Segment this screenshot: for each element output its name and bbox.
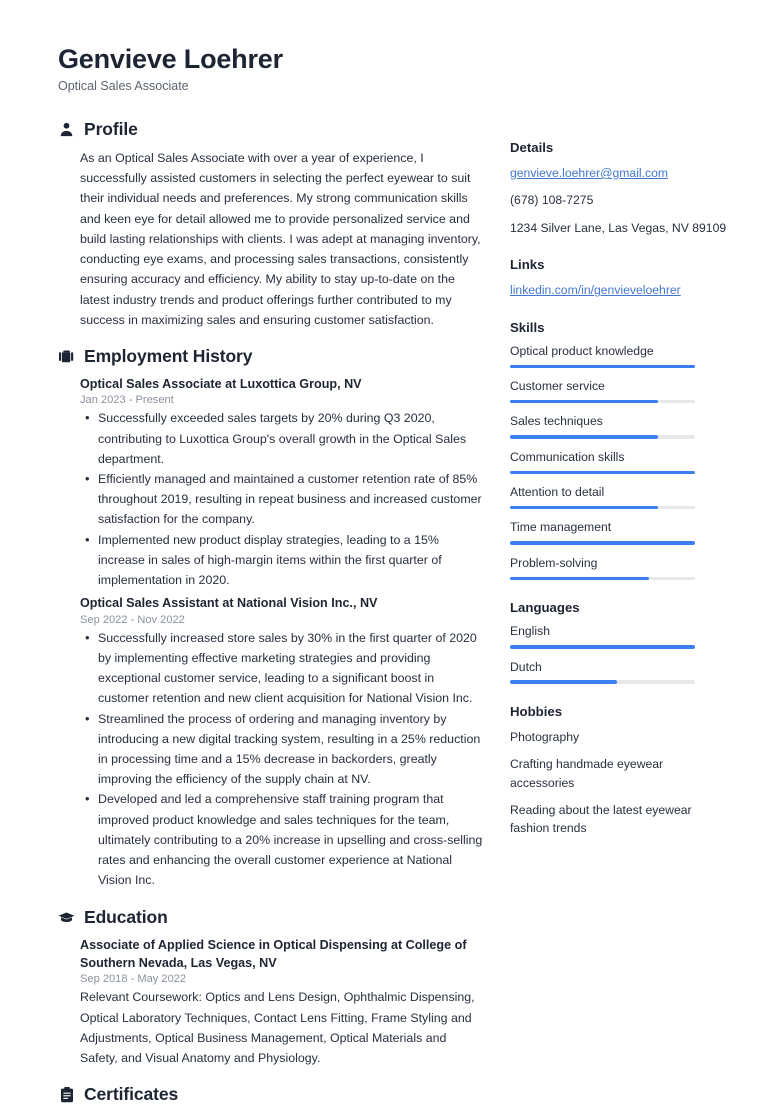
- sidebar-section-details: [510, 140, 728, 237]
- list-item: • Developed and led a comprehensive staff training program that improved product knowledge and sales techniques for the team, ultimately contributing to a 20% increase in upselling and cross-selling rates and enhancing the overall customer experience at National Vision Inc.: [80, 789, 484, 890]
- language-label: English: [510, 624, 550, 639]
- skill-item: [510, 556, 728, 580]
- language-label: Dutch: [510, 659, 542, 674]
- skill-label: Attention to detail: [510, 485, 605, 500]
- language-item: [510, 660, 728, 684]
- employment-entry-title: Optical Sales Associate at Luxottica Group, NV: [80, 377, 362, 392]
- sidebar-column: [502, 44, 728, 1086]
- section-certificates: [58, 1084, 484, 1105]
- language-meter: [510, 680, 695, 684]
- hobby-item: Crafting handmade eyewear accessories: [510, 757, 664, 790]
- skill-meter-fill: [510, 400, 658, 404]
- list-item: • Successfully exceeded sales targets by 20% during Q3 2020, contributing to Luxottica Group's overall growth in the Optical Sales department.: [80, 408, 484, 469]
- sidebar-title-hobbies: Hobbies: [510, 703, 563, 719]
- hobby-item: Reading about the latest eyewear fashion trends: [510, 802, 692, 836]
- language-meter-fill: [510, 680, 617, 684]
- skill-item: [510, 379, 728, 403]
- employment-entry-title: Optical Sales Assistant at National Vision Inc., NV: [80, 596, 378, 611]
- sidebar-section-skills: [510, 320, 728, 581]
- section-header-employment: [58, 346, 484, 367]
- skill-item: [510, 450, 728, 474]
- skill-label: Optical product knowledge: [510, 343, 654, 358]
- section-profile: [58, 119, 484, 330]
- employment-entry-bullets: [80, 408, 484, 590]
- main-column: [58, 44, 502, 1105]
- phone-text: (678) 108-7275: [510, 193, 594, 208]
- employment-entry-date: Sep 2022 - Nov 2022: [80, 613, 185, 626]
- skill-label: Customer service: [510, 379, 605, 394]
- language-item: [510, 624, 728, 648]
- skill-meter-fill: [510, 365, 695, 369]
- skill-item: [510, 520, 728, 544]
- section-title-employment: Employment History: [84, 346, 253, 367]
- skill-meter-fill: [510, 471, 695, 475]
- section-title-certificates: Certificates: [84, 1084, 179, 1105]
- skill-meter: [510, 506, 695, 510]
- skill-label: Time management: [510, 520, 612, 535]
- skill-meter-fill: [510, 435, 658, 439]
- list-item: • Successfully increased store sales by 30% in the first quarter of 2020 by implementing effective marketing strategies and providing exceptional customer service, leading to a significant boost in customer retention and new client acquisition for National Vision Inc.: [80, 628, 484, 709]
- linkedin-link[interactable]: linkedin.com/in/genvieveloehrer: [510, 283, 681, 298]
- skill-item: [510, 414, 728, 438]
- person-icon: [58, 121, 75, 138]
- education-entry-date: Sep 2018 - May 2022: [80, 973, 187, 986]
- employment-entry: [58, 594, 484, 890]
- section-title-education: Education: [84, 906, 168, 927]
- section-employment: [58, 346, 484, 891]
- section-header-education: [58, 907, 484, 928]
- clipboard-icon: [58, 1086, 75, 1103]
- sidebar-title-details: Details: [510, 140, 554, 155]
- skill-meter-fill: [510, 541, 695, 545]
- section-header-certificates: [58, 1084, 484, 1105]
- skill-item: [510, 344, 728, 368]
- skill-item: [510, 485, 728, 509]
- email-link[interactable]: genvieve.loehrer@gmail.com: [510, 166, 669, 180]
- language-meter: [510, 645, 695, 649]
- list-item: • Streamlined the process of ordering and managing inventory by introducing a new digital tracking system, resulting in a 25% reduction in processing time and a 15% decrease in backorders, greatly improving the efficiency of the supply chain at NV.: [80, 709, 484, 790]
- skill-meter: [510, 435, 695, 439]
- sidebar-title-links: Links: [510, 257, 545, 273]
- page-title: Genvieve Loehrer: [58, 44, 283, 74]
- list-item: • Implemented new product display strategies, leading to a 15% increase in sales of high-margin items within the first quarter of implementation in 2020.: [80, 530, 484, 591]
- skill-meter: [510, 400, 695, 404]
- address-text: 1234 Silver Lane, Las Vegas, NV 89109: [510, 220, 727, 235]
- sidebar-section-languages: [510, 600, 728, 684]
- skill-meter: [510, 471, 695, 475]
- employment-entry: [58, 375, 484, 590]
- section-title-profile: Profile: [84, 119, 138, 140]
- skill-label: Problem-solving: [510, 555, 598, 570]
- list-item: • Efficiently managed and maintained a customer retention rate of 85% throughout 2019, resulting in repeat business and increased customer satisfaction for the company.: [80, 469, 484, 530]
- section-header-profile: [58, 119, 484, 140]
- skill-label: Sales techniques: [510, 414, 603, 429]
- sidebar-section-links: [510, 257, 728, 299]
- briefcase-icon: [58, 348, 75, 365]
- skill-meter: [510, 577, 695, 581]
- graduation-cap-icon: [58, 909, 75, 926]
- profile-text: As an Optical Sales Associate with over a year of experience, I successfully assisted customers in selecting the perfect eyewear to suit their individual needs and preferences. My strong communication skills and keen eye for detail allowed me to provide personalized service and build lasting relationships with clients. I was adept at managing inventory, conducting eye exams, and processing sales transactions, consistently ensuring accuracy and efficiency. My ability to stay up-to-date on the latest industry trends and product offerings further contributed to my success in maximizing sales and ensuring customer satisfaction.: [80, 151, 481, 327]
- language-meter-fill: [510, 645, 695, 649]
- education-entry: [58, 936, 484, 1069]
- sidebar-section-hobbies: [510, 704, 728, 837]
- education-entry-title: Associate of Applied Science in Optical Dispensing at College of Southern Nevada, Las Vegas, NV: [80, 937, 467, 970]
- section-education: [58, 907, 484, 1069]
- skill-meter: [510, 365, 695, 369]
- education-entry-description: Relevant Coursework: Optics and Lens Design, Ophthalmic Dispensing, Optical Laboratory Techniques, Contact Lens Fitting, Frame Styling and Adjustments, Optical Business Management, Optical Materials and Safety, and Visual Anatomy and Physiology.: [80, 990, 475, 1065]
- resume-header: [58, 44, 484, 93]
- hobby-item: Photography: [510, 729, 580, 744]
- skill-meter-fill: [510, 506, 658, 510]
- sidebar-title-skills: Skills: [510, 319, 545, 335]
- skill-label: Communication skills: [510, 449, 625, 464]
- job-title: Optical Sales Associate: [58, 79, 189, 94]
- skill-meter-fill: [510, 577, 649, 581]
- employment-entry-bullets: [80, 628, 484, 891]
- skill-meter: [510, 541, 695, 545]
- sidebar-title-languages: Languages: [510, 600, 580, 616]
- employment-entry-date: Jan 2023 - Present: [80, 394, 174, 407]
